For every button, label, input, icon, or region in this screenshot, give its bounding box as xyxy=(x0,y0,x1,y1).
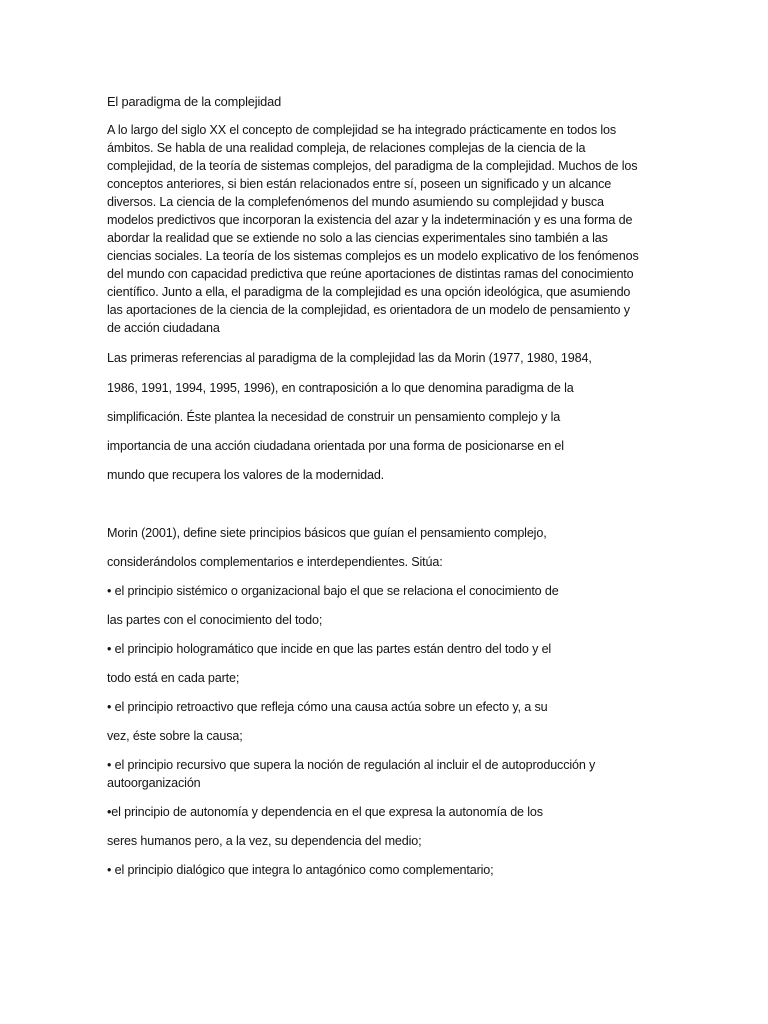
paragraph-1-line-3: complejidad, de la teoría de sistemas complejos, del paradigma de la complejidad. Muchos de los xyxy=(107,159,638,173)
paragraph-3-line-1: Morin (2001), define siete principios básicos que guían el pensamiento complejo, xyxy=(107,526,547,540)
paragraph-1-line-2: ámbitos. Se habla de una realidad compleja, de relaciones complejas de la ciencia de la xyxy=(107,141,586,155)
paragraph-1-line-4: conceptos anteriores, si bien están relacionados entre sí, poseen un significado y un alcance xyxy=(107,177,612,191)
principle-autonomia-line-2: seres humanos pero, a la vez, su dependencia del medio; xyxy=(107,834,422,848)
principle-sistemico-line-2: las partes con el conocimiento del todo; xyxy=(107,613,323,627)
principle-autonomia-line-1: •el principio de autonomía y dependencia en el que expresa la autonomía de los xyxy=(107,805,543,819)
principle-retroactivo-line-1: • el principio retroactivo que refleja cómo una causa actúa sobre un efecto y, a su xyxy=(107,700,548,714)
paragraph-1-line-8: ciencias sociales. La teoría de los sistemas complejos es un modelo explicativo de los fenómenos xyxy=(107,249,639,263)
paragraph-1-line-7: abordar la realidad que se extiende no solo a las ciencias experimentales sino también a las xyxy=(107,231,608,245)
paragraph-1-line-6: modelos predictivos que incorporan la existencia del azar y la indeterminación y es una forma de xyxy=(107,213,633,227)
principle-dialogico-line-1: • el principio dialógico que integra lo antagónico como complementario; xyxy=(107,863,494,877)
paragraph-1-line-11: las aportaciones de la ciencia de la complejidad, es orientadora de un modelo de pensamiento y xyxy=(107,303,630,317)
document-title: El paradigma de la complejidad xyxy=(107,94,282,109)
paragraph-1-line-10: científico. Junto a ella, el paradigma de la complejidad es una opción ideológica, que asumiendo xyxy=(107,285,631,299)
paragraph-1-line-1: A lo largo del siglo XX el concepto de complejidad se ha integrado prácticamente en todos los xyxy=(107,123,617,137)
principle-retroactivo-line-2: vez, éste sobre la causa; xyxy=(107,729,243,743)
paragraph-2-line-5: mundo que recupera los valores de la modernidad. xyxy=(107,468,385,482)
paragraph-2-line-1: Las primeras referencias al paradigma de la complejidad las da Morin (1977, 1980, 1984, xyxy=(107,351,592,365)
principle-recursivo-line-2: autoorganización xyxy=(107,776,201,790)
paragraph-2-line-3: simplificación. Éste plantea la necesidad de construir un pensamiento complejo y la xyxy=(107,410,561,424)
paragraph-3-line-2: considerándolos complementarios e interdependientes. Sitúa: xyxy=(107,555,443,569)
paragraph-2-line-4: importancia de una acción ciudadana orientada por una forma de posicionarse en el xyxy=(107,439,564,453)
principle-sistemico-line-1: • el principio sistémico o organizacional bajo el que se relaciona el conocimiento de xyxy=(107,584,559,598)
paragraph-1-line-9: del mundo con capacidad predictiva que reúne aportaciones de distintas ramas del conocimiento xyxy=(107,267,634,281)
paragraph-1-line-5: diversos. La ciencia de la complefenómenos del mundo asumiendo su complejidad y busca xyxy=(107,195,604,209)
paragraph-2-line-2: 1986, 1991, 1994, 1995, 1996), en contraposición a lo que denomina paradigma de la xyxy=(107,381,574,395)
principle-recursivo-line-1: • el principio recursivo que supera la noción de regulación al incluir el de autoproducción y xyxy=(107,758,596,772)
principle-hologramatico-line-2: todo está en cada parte; xyxy=(107,671,240,685)
paragraph-1-line-12: de acción ciudadana xyxy=(107,321,220,335)
principle-hologramatico-line-1: • el principio hologramático que incide en que las partes están dentro del todo y el xyxy=(107,642,552,656)
